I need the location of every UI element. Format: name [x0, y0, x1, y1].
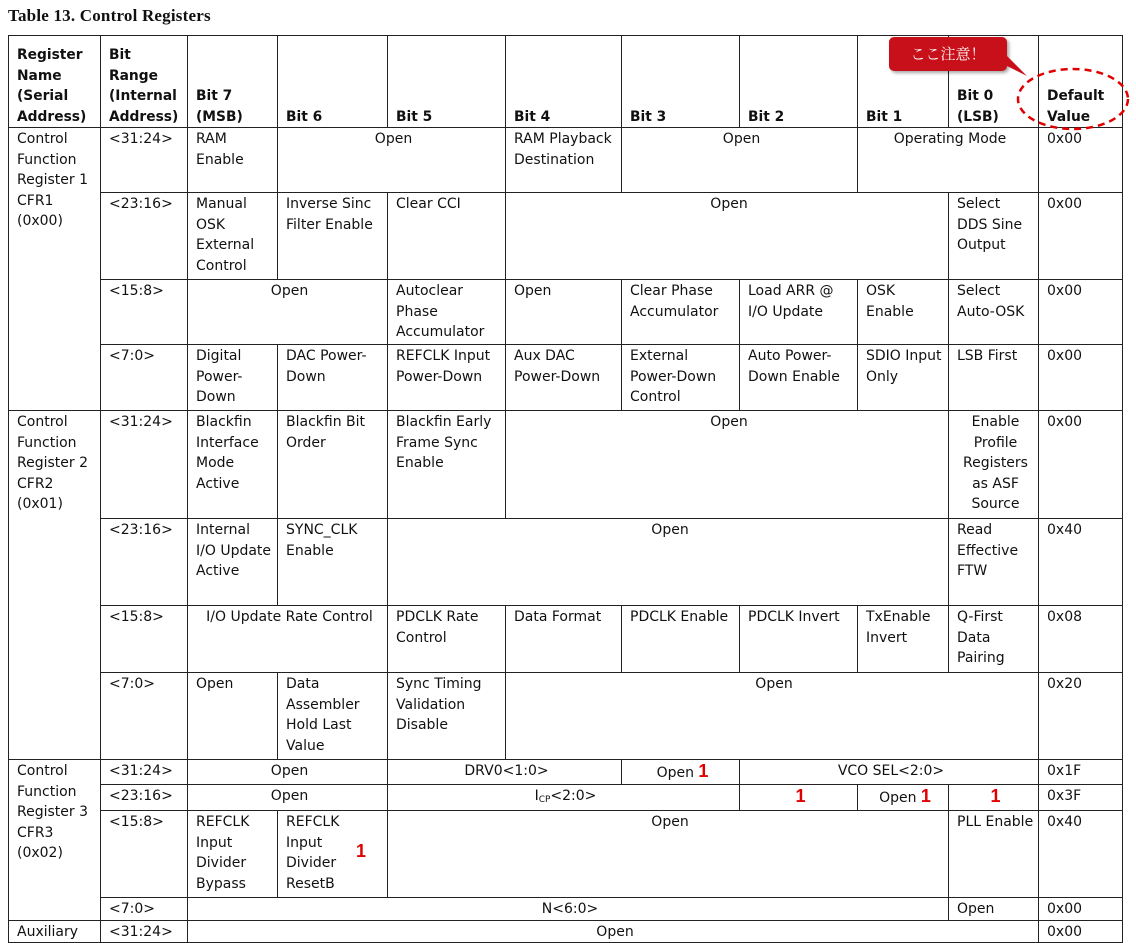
- bit-cell: [622, 760, 740, 785]
- bit-range-cell: <31:24>: [101, 128, 188, 193]
- default-value-cell: 0x1F: [1039, 760, 1123, 785]
- bit-cell: SYNC_CLK Enable: [278, 519, 388, 606]
- bit-cell: Open: [506, 411, 949, 519]
- default-value-cell: 0x00: [1039, 411, 1123, 519]
- bit-cell: OSK Enable: [858, 280, 949, 345]
- table-row: [9, 411, 1123, 519]
- bit-range-cell: <23:16>: [101, 784, 188, 811]
- default-value-cell: 0x40: [1039, 519, 1123, 606]
- annotation-mark: 1: [698, 761, 709, 781]
- table-row: [9, 811, 1123, 898]
- bit-cell: Select DDS Sine Output: [949, 193, 1039, 280]
- bit-cell: Select Auto-OSK: [949, 280, 1039, 345]
- bit-cell: Open: [622, 128, 858, 193]
- bit-range-cell: <23:16>: [101, 193, 188, 280]
- bit-cell: Open: [278, 128, 506, 193]
- bit-cell: Auto Power-Down Enable: [740, 345, 858, 411]
- bit-cell: PDCLK Invert: [740, 606, 858, 673]
- bit-cell: DAC Power-Down: [278, 345, 388, 411]
- bit-cell: Clear CCI: [388, 193, 506, 280]
- table-title: Table 13. Control Registers: [8, 6, 211, 25]
- bit-range-cell: <31:24>: [101, 920, 188, 943]
- bit-cell: N<6:0>: [188, 898, 949, 921]
- default-value-cell: 0x00: [1039, 193, 1123, 280]
- bit-cell: DRV0<1:0>: [388, 760, 622, 785]
- bit-cell: External Power-Down Control: [622, 345, 740, 411]
- bit-cell: Open: [506, 193, 949, 280]
- bit-cell: TxEnable Invert: [858, 606, 949, 673]
- bit-cell: Open: [388, 811, 949, 898]
- bit-range-cell: <31:24>: [101, 411, 188, 519]
- bit-cell: Sync Timing Validation Disable: [388, 673, 506, 760]
- bit-cell: RAM Playback Destination: [506, 128, 622, 193]
- bit-cell: Clear Phase Accumulator: [622, 280, 740, 345]
- bit-cell: [740, 784, 858, 811]
- cfr1-register-name: Control Function Register 1 CFR1 (0x00): [9, 128, 101, 411]
- dashed-highlight-ellipse: [1015, 66, 1131, 132]
- default-value-cell: 0x3F: [1039, 784, 1123, 811]
- icp-subscript: CP: [538, 794, 551, 805]
- header-bit5: Bit 5: [388, 36, 506, 128]
- bit-cell: RAM Enable: [188, 128, 278, 193]
- table-row: [9, 606, 1123, 673]
- bit-label: REFCLK Input Divider ResetB: [286, 814, 340, 892]
- aux-register-name: Auxiliary: [9, 920, 101, 943]
- open-label: Open: [656, 765, 694, 781]
- default-value-cell: 0x20: [1039, 673, 1123, 760]
- bit-cell: [388, 784, 740, 811]
- bit-cell: Open: [188, 920, 1039, 943]
- bit-cell: Manual OSK External Control: [188, 193, 278, 280]
- default-value-cell: 0x00: [1039, 920, 1123, 943]
- bit-cell: [858, 784, 949, 811]
- open-label: Open: [879, 789, 917, 806]
- annotation-mark: 1: [990, 785, 1001, 806]
- header-register-name: Register Name (Serial Address): [9, 36, 101, 128]
- bit-range-cell: <15:8>: [101, 811, 188, 898]
- bit-cell: [949, 784, 1039, 811]
- table-row: [9, 784, 1123, 811]
- bit-cell: LSB First: [949, 345, 1039, 411]
- bit-cell: REFCLK Input Divider Bypass: [188, 811, 278, 898]
- control-registers-table: [8, 35, 1123, 943]
- bit-cell: Inverse Sinc Filter Enable: [278, 193, 388, 280]
- bit-cell: I/O Update Rate Control: [188, 606, 388, 673]
- bit-cell: Open: [188, 784, 388, 811]
- table-row: [9, 345, 1123, 411]
- bit-range-cell: <7:0>: [101, 345, 188, 411]
- bit-range-cell: <15:8>: [101, 280, 188, 345]
- annotation-mark: 1: [356, 841, 367, 861]
- bit-cell: REFCLK Input Power-Down: [388, 345, 506, 411]
- table-row: [9, 920, 1123, 943]
- table-row: [9, 760, 1123, 785]
- bit-cell: Blackfin Early Frame Sync Enable: [388, 411, 506, 519]
- header-bit-range: Bit Range (Internal Address): [101, 36, 188, 128]
- bit-cell: Digital Power-Down: [188, 345, 278, 411]
- bit-cell: PDCLK Rate Control: [388, 606, 506, 673]
- icp-label: I: [534, 787, 539, 804]
- header-bit7: Bit 7 (MSB): [188, 36, 278, 128]
- bit-cell: Open: [388, 519, 949, 606]
- header-bit2: Bit 2: [740, 36, 858, 128]
- bit-cell: VCO SEL<2:0>: [740, 760, 1039, 785]
- default-value-cell: 0x00: [1039, 345, 1123, 411]
- icp-range: <2:0>: [550, 787, 597, 804]
- bit-range-cell: <15:8>: [101, 606, 188, 673]
- bit-cell: Autoclear Phase Accumulator: [388, 280, 506, 345]
- bit-cell: Data Assembler Hold Last Value: [278, 673, 388, 760]
- bit-cell: Operating Mode: [858, 128, 1039, 193]
- bit-cell: SDIO Input Only: [858, 345, 949, 411]
- bit-range-cell: <7:0>: [101, 673, 188, 760]
- default-value-cell: 0x40: [1039, 811, 1123, 898]
- bit-cell: Aux DAC Power-Down: [506, 345, 622, 411]
- bit-cell: Open: [188, 280, 388, 345]
- bit-cell: Open: [188, 673, 278, 760]
- bit-cell: Read Effective FTW: [949, 519, 1039, 606]
- annotation-mark: 1: [795, 785, 806, 806]
- default-value-cell: 0x08: [1039, 606, 1123, 673]
- cfr3-register-name: Control Function Register 3 CFR3 (0x02): [9, 760, 101, 921]
- table-row: [9, 128, 1123, 193]
- table-row: [9, 519, 1123, 606]
- bit-cell: Open: [188, 760, 388, 785]
- cfr2-register-name: Control Function Register 2 CFR2 (0x01): [9, 411, 101, 760]
- bit-cell: PDCLK Enable: [622, 606, 740, 673]
- bit-cell: Blackfin Bit Order: [278, 411, 388, 519]
- default-value-cell: 0x00: [1039, 128, 1123, 193]
- header-bit1: Bit 1: [858, 36, 949, 128]
- header-bit6: Bit 6: [278, 36, 388, 128]
- bit-cell: Load ARR @ I/O Update: [740, 280, 858, 345]
- bit-range-cell: <7:0>: [101, 898, 188, 921]
- bit-cell: Enable Profile Registers as ASF Source: [949, 411, 1039, 519]
- header-bit3: Bit 3: [622, 36, 740, 128]
- bit-cell: [278, 811, 388, 898]
- default-value-cell: 0x00: [1039, 898, 1123, 921]
- bit-cell: Data Format: [506, 606, 622, 673]
- bit-cell: Internal I/O Update Active: [188, 519, 278, 606]
- bit-cell: Open: [949, 898, 1039, 921]
- bit-cell: Open: [506, 673, 1039, 760]
- callout-bubble: ここ注意！: [889, 37, 1007, 71]
- header-bit4: Bit 4: [506, 36, 622, 128]
- default-value-cell: 0x00: [1039, 280, 1123, 345]
- bit-cell: Q-First Data Pairing: [949, 606, 1039, 673]
- table-row: [9, 193, 1123, 280]
- table-row: [9, 280, 1123, 345]
- bit-cell: Blackfin Interface Mode Active: [188, 411, 278, 519]
- header-default-value: Default Value: [1039, 36, 1123, 128]
- header-bit0: Bit 0 (LSB): [949, 36, 1039, 128]
- bit-range-cell: <31:24>: [101, 760, 188, 785]
- bit-cell: Open: [506, 280, 622, 345]
- bit-range-cell: <23:16>: [101, 519, 188, 606]
- annotation-mark: 1: [920, 785, 931, 806]
- table-row: [9, 673, 1123, 760]
- table-row: [9, 898, 1123, 921]
- bit-cell: PLL Enable: [949, 811, 1039, 898]
